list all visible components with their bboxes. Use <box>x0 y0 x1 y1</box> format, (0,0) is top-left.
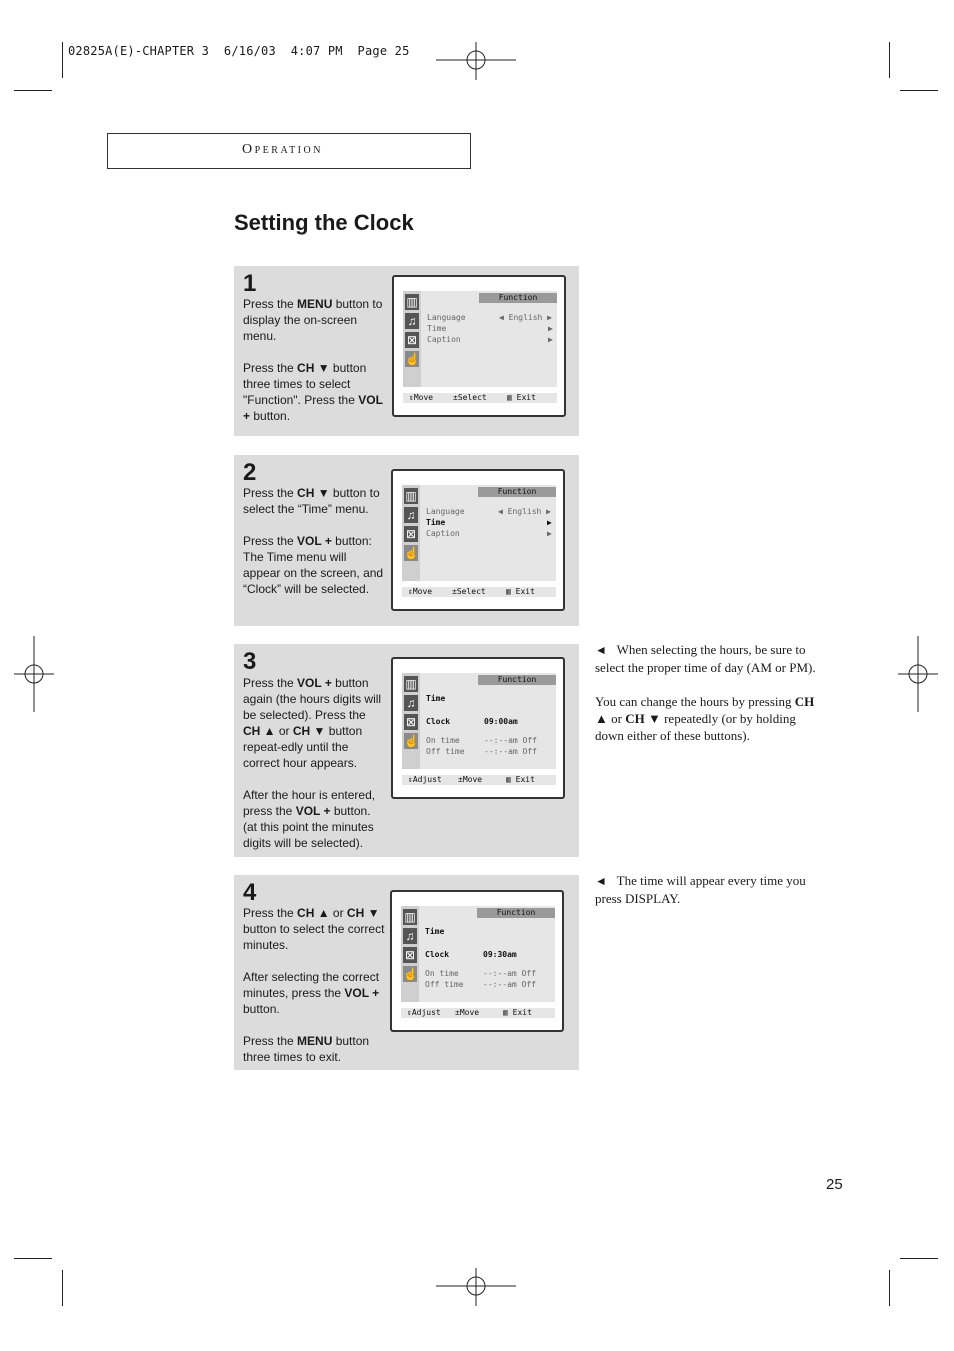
osd-menu-item: On time <box>425 969 459 978</box>
registration-mark-left <box>14 636 54 712</box>
page-title: Setting the Clock <box>234 210 414 235</box>
osd-menu-value: --:--am Off <box>483 969 536 978</box>
step-number: 2 <box>243 459 257 486</box>
picture-icon: ▥ <box>405 489 417 503</box>
osd-menu <box>401 906 555 1002</box>
osd-clock-value: 09:30am <box>483 950 517 959</box>
osd-menu-item: Language <box>426 507 465 516</box>
section-label: Operation <box>242 142 323 157</box>
exit-label: ▥ Exit <box>506 775 535 784</box>
osd-footer: ⇕Adjust ±Move ▥ Exit <box>402 775 556 785</box>
osd-screen <box>392 275 566 417</box>
registration-mark-bottom <box>436 1268 516 1308</box>
osd-clock-label: Clock <box>425 950 450 959</box>
step-paragraph: Press the MENU button to display the on-screen menu. <box>243 297 383 343</box>
step-paragraph: Press the MENU button three times to exit. <box>243 1034 370 1064</box>
osd-clock-label: Clock <box>426 717 451 726</box>
osd-menu <box>402 673 556 769</box>
osd-menu-value: ▶ <box>548 324 553 333</box>
step-4-panel <box>234 875 579 1070</box>
page-number: 25 <box>826 1176 843 1193</box>
note-paragraph: You can change the hours by pressing CH ▲ or CH ▼ repeatedly (or by holding down either of these buttons). <box>595 694 815 743</box>
osd-heading: Time <box>425 927 445 936</box>
osd-icon-bar <box>402 485 420 581</box>
osd-menu-item: Language <box>427 313 466 322</box>
sound-icon: ♫ <box>403 928 417 944</box>
osd-menu-item: Time <box>427 324 447 333</box>
osd-menu-value: ▶ <box>547 529 552 538</box>
function-icon: ☝ <box>403 967 418 981</box>
channel-icon: ⊠ <box>405 715 417 729</box>
side-note-2 <box>595 872 825 924</box>
channel-icon: ⊠ <box>404 948 416 962</box>
osd-icon-bar <box>403 291 421 387</box>
step-paragraph: Press the VOL + button: The Time menu will appear on the screen, and “Clock” will be selected. <box>243 534 384 596</box>
picture-icon: ▥ <box>406 295 418 309</box>
step-number: 4 <box>243 879 257 906</box>
osd-screen <box>390 890 564 1032</box>
step-paragraph: After the hour is entered, press the VOL + button. (at this point the minutes digits will be selected). <box>243 788 376 850</box>
note-arrow-icon: ◄ <box>595 643 607 657</box>
side-note-1 <box>595 641 825 761</box>
step-3-text <box>243 675 385 867</box>
exit-label: ▥ Exit <box>507 393 536 402</box>
function-icon: ☝ <box>404 734 419 748</box>
osd-title: Function <box>478 487 556 497</box>
osd-menu-value: ◀ English ▶ <box>499 313 552 322</box>
step-4-text <box>243 905 385 1081</box>
function-icon: ☝ <box>405 352 420 366</box>
print-header: 02825A(E)-CHAPTER 3 6/16/03 4:07 PM Page 25 <box>68 44 410 58</box>
registration-mark-top <box>436 42 516 82</box>
step-paragraph: Press the CH ▲ or CH ▼ button to select the correct minutes. <box>243 906 385 952</box>
picture-icon: ▥ <box>404 910 416 924</box>
registration-mark-right <box>898 636 938 712</box>
step-2-text <box>243 485 385 613</box>
step-3-panel <box>234 644 579 857</box>
channel-icon: ⊠ <box>406 333 418 347</box>
step-paragraph: Press the VOL + button again (the hours digits will be selected). Press the CH ▲ or CH ▼ button repeat-edly until the correct hour appears. <box>243 676 382 770</box>
osd-clock-value: 09:00am <box>484 717 518 726</box>
osd-icon-bar <box>402 673 420 769</box>
note-arrow-icon: ◄ <box>595 874 607 888</box>
osd-menu-item-selected: Time <box>426 518 446 527</box>
step-number: 1 <box>243 270 257 297</box>
osd-menu-item: Off time <box>425 980 464 989</box>
exit-label: ▥ Exit <box>503 1008 532 1017</box>
osd-title: Function <box>477 908 555 918</box>
osd-footer: ⇕Move ±Select ▥ Exit <box>402 587 556 597</box>
osd-screen <box>391 657 565 799</box>
osd-menu-item: Caption <box>427 335 461 344</box>
osd-menu-value: --:--am Off <box>483 980 536 989</box>
osd-screen <box>391 469 565 611</box>
osd-footer: ⇕Adjust ±Move ▥ Exit <box>401 1008 555 1018</box>
function-icon: ☝ <box>404 546 419 560</box>
osd-menu-value: ▶ <box>547 518 552 527</box>
picture-icon: ▥ <box>405 677 417 691</box>
step-paragraph: Press the CH ▼ button to select the “Time” menu. <box>243 486 380 516</box>
osd-menu-value: ◀ English ▶ <box>498 507 551 516</box>
osd-menu-item: Caption <box>426 529 460 538</box>
step-paragraph: After selecting the correct minutes, press the VOL + button. <box>243 970 380 1016</box>
osd-menu <box>403 291 557 387</box>
step-paragraph: Press the CH ▼ button three times to select "Function". Press the VOL + button. <box>243 361 383 423</box>
sound-icon: ♫ <box>404 507 418 523</box>
osd-icon-bar <box>401 906 419 1002</box>
step-1-panel <box>234 266 579 436</box>
channel-icon: ⊠ <box>405 527 417 541</box>
note-paragraph: ◄ When selecting the hours, be sure to select the proper time of day (AM or PM). <box>595 642 816 675</box>
exit-label: ▥ Exit <box>506 587 535 596</box>
sound-icon: ♫ <box>404 695 418 711</box>
sound-icon: ♫ <box>405 313 419 329</box>
osd-menu <box>402 485 556 581</box>
step-2-panel <box>234 455 579 626</box>
osd-menu-value: ▶ <box>548 335 553 344</box>
note-paragraph: ◄ The time will appear every time you press DISPLAY. <box>595 873 806 906</box>
osd-menu-item: On time <box>426 736 460 745</box>
osd-menu-value: --:--am Off <box>484 747 537 756</box>
step-number: 3 <box>243 648 257 675</box>
step-1-text <box>243 296 385 440</box>
osd-title: Function <box>479 293 557 303</box>
osd-menu-item: Off time <box>426 747 465 756</box>
osd-heading: Time <box>426 694 446 703</box>
osd-footer: ⇕Move ±Select ▥ Exit <box>403 393 557 403</box>
osd-menu-value: --:--am Off <box>484 736 537 745</box>
osd-title: Function <box>478 675 556 685</box>
